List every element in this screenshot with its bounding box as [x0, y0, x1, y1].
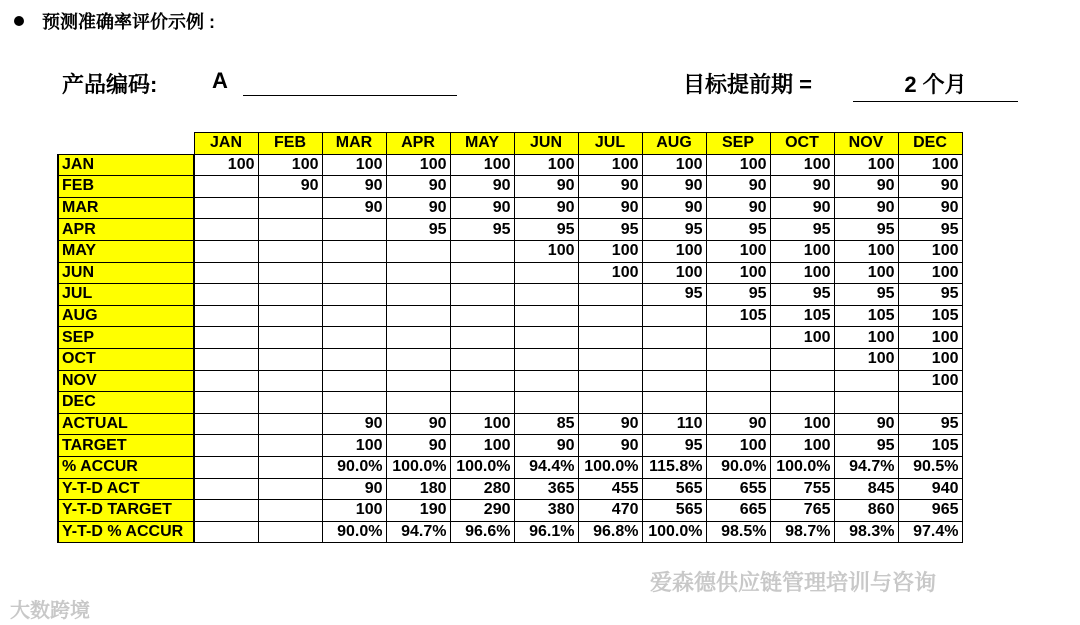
table-cell [386, 327, 450, 349]
product-code-value: A [212, 68, 228, 93]
table-cell: 90 [898, 176, 962, 198]
column-header: DEC [898, 133, 962, 155]
table-cell: 655 [706, 478, 770, 500]
table-cell [322, 370, 386, 392]
table-cell [322, 284, 386, 306]
table-row [58, 219, 962, 241]
table-cell [514, 370, 578, 392]
table-cell: 100 [898, 240, 962, 262]
table-cell: 280 [450, 478, 514, 500]
table-cell: 100.0% [578, 456, 642, 478]
table-cell: 100 [258, 154, 322, 176]
table-cell [194, 521, 258, 543]
row-header: TARGET [58, 435, 194, 457]
table-cell: 100.0% [450, 456, 514, 478]
column-header: SEP [706, 133, 770, 155]
table-cell: 755 [770, 478, 834, 500]
table-cell: 845 [834, 478, 898, 500]
table-cell: 100 [578, 262, 642, 284]
table-cell [770, 348, 834, 370]
table-cell: 290 [450, 500, 514, 522]
table-cell [450, 262, 514, 284]
table-cell: 90.0% [706, 456, 770, 478]
table-corner [58, 133, 194, 155]
table-cell: 90 [898, 197, 962, 219]
row-header: Y-T-D TARGET [58, 500, 194, 522]
table-cell: 100 [898, 348, 962, 370]
table-cell: 90 [322, 413, 386, 435]
table-cell: 95 [578, 219, 642, 241]
table-cell: 94.4% [514, 456, 578, 478]
table-cell [258, 435, 322, 457]
forecast-accuracy-table [57, 132, 963, 543]
table-cell: 95 [642, 284, 706, 306]
table-cell: 90 [834, 176, 898, 198]
table-cell: 100 [898, 327, 962, 349]
table-cell: 90 [834, 197, 898, 219]
table-cell: 90 [322, 478, 386, 500]
table-row [58, 154, 962, 176]
table-cell [578, 348, 642, 370]
table-cell [194, 305, 258, 327]
column-header: APR [386, 133, 450, 155]
table-cell: 90 [386, 413, 450, 435]
table-cell [450, 284, 514, 306]
column-header: MAR [322, 133, 386, 155]
table-row [58, 176, 962, 198]
table-cell: 365 [514, 478, 578, 500]
table-cell [386, 284, 450, 306]
product-code-underline [243, 95, 457, 96]
table-cell [258, 197, 322, 219]
table-cell [194, 197, 258, 219]
table-row [58, 305, 962, 327]
row-header: % ACCUR [58, 456, 194, 478]
table-cell [514, 348, 578, 370]
table-cell: 100 [898, 370, 962, 392]
table-cell [834, 370, 898, 392]
table-cell: 94.7% [834, 456, 898, 478]
table-cell: 100 [770, 262, 834, 284]
row-header: APR [58, 219, 194, 241]
table-cell: 100.0% [642, 521, 706, 543]
table-cell: 100 [578, 240, 642, 262]
table-cell [258, 305, 322, 327]
table-cell [386, 262, 450, 284]
table-cell [450, 392, 514, 414]
lead-time-label: 目标提前期 = [683, 72, 812, 97]
table-cell: 85 [514, 413, 578, 435]
table-cell [322, 262, 386, 284]
table-cell [450, 240, 514, 262]
table-cell: 90 [386, 197, 450, 219]
table-cell: 90 [514, 176, 578, 198]
table-row [58, 392, 962, 414]
table-cell [194, 413, 258, 435]
table-cell: 100 [194, 154, 258, 176]
table-cell: 90 [834, 413, 898, 435]
table-cell: 95 [450, 219, 514, 241]
table-cell: 100 [770, 240, 834, 262]
table-row [58, 413, 962, 435]
table-cell: 90.0% [322, 521, 386, 543]
table-cell: 90 [578, 413, 642, 435]
table-cell [194, 240, 258, 262]
heading-line [14, 8, 215, 34]
table-cell: 90 [322, 197, 386, 219]
table-cell: 470 [578, 500, 642, 522]
table-cell: 665 [706, 500, 770, 522]
table-cell: 95 [834, 219, 898, 241]
table-cell [642, 370, 706, 392]
table-cell: 95 [386, 219, 450, 241]
table-cell: 96.8% [578, 521, 642, 543]
row-header: AUG [58, 305, 194, 327]
table-cell: 100 [450, 154, 514, 176]
table-row [58, 521, 962, 543]
column-header: JAN [194, 133, 258, 155]
table-cell [386, 240, 450, 262]
table-cell: 180 [386, 478, 450, 500]
table-cell: 105 [898, 435, 962, 457]
table-cell: 90 [770, 197, 834, 219]
table-cell: 965 [898, 500, 962, 522]
table-cell [322, 219, 386, 241]
table-cell: 95 [898, 284, 962, 306]
table-cell: 90 [578, 435, 642, 457]
table-cell [642, 392, 706, 414]
row-header: NOV [58, 370, 194, 392]
table-cell [706, 392, 770, 414]
table-cell [706, 348, 770, 370]
table-cell: 90 [578, 176, 642, 198]
table-cell: 100 [322, 435, 386, 457]
table-cell: 105 [770, 305, 834, 327]
table-cell: 96.1% [514, 521, 578, 543]
table-row [58, 284, 962, 306]
table-cell [514, 327, 578, 349]
table-cell [322, 348, 386, 370]
row-header: JUL [58, 284, 194, 306]
table-cell: 765 [770, 500, 834, 522]
table-cell: 100 [642, 262, 706, 284]
table-cell [386, 370, 450, 392]
table-cell: 100 [770, 413, 834, 435]
table-cell: 110 [642, 413, 706, 435]
bullet-icon [14, 16, 24, 26]
table-cell [194, 284, 258, 306]
table-cell [514, 392, 578, 414]
table-cell: 100 [770, 154, 834, 176]
table-cell: 100 [706, 262, 770, 284]
row-header: JUN [58, 262, 194, 284]
table-cell: 940 [898, 478, 962, 500]
table-cell: 90 [770, 176, 834, 198]
table-cell: 380 [514, 500, 578, 522]
table-cell: 90 [514, 435, 578, 457]
table-cell [194, 348, 258, 370]
table-cell [258, 219, 322, 241]
row-header: JAN [58, 154, 194, 176]
table-cell [450, 370, 514, 392]
table-cell: 100 [834, 240, 898, 262]
table-cell [194, 456, 258, 478]
table-cell: 565 [642, 478, 706, 500]
table-cell: 90 [450, 197, 514, 219]
table-cell: 105 [898, 305, 962, 327]
table-cell: 100 [834, 262, 898, 284]
table-cell: 95 [642, 435, 706, 457]
table-cell [386, 348, 450, 370]
column-header: OCT [770, 133, 834, 155]
table-cell [514, 284, 578, 306]
table-cell [770, 392, 834, 414]
column-header: JUN [514, 133, 578, 155]
table-cell: 100 [770, 435, 834, 457]
table-cell: 100 [770, 327, 834, 349]
table-cell [194, 392, 258, 414]
table-cell: 190 [386, 500, 450, 522]
row-header: FEB [58, 176, 194, 198]
table-cell [258, 327, 322, 349]
table-cell: 105 [706, 305, 770, 327]
table-cell: 100.0% [386, 456, 450, 478]
table-cell [578, 284, 642, 306]
table-cell: 105 [834, 305, 898, 327]
table-cell [322, 305, 386, 327]
table-cell [578, 327, 642, 349]
table-cell [322, 327, 386, 349]
row-header: ACTUAL [58, 413, 194, 435]
table-cell: 100 [450, 435, 514, 457]
table-cell [194, 262, 258, 284]
table-row [58, 370, 962, 392]
table-cell: 90 [642, 176, 706, 198]
row-header: Y-T-D % ACCUR [58, 521, 194, 543]
table-cell: 97.4% [898, 521, 962, 543]
table-cell [258, 370, 322, 392]
table-cell [258, 521, 322, 543]
table-cell: 100 [514, 154, 578, 176]
table-cell: 90 [386, 435, 450, 457]
table-cell [898, 392, 962, 414]
table-cell [706, 370, 770, 392]
table-cell: 100 [642, 240, 706, 262]
table-cell: 90 [322, 176, 386, 198]
table-cell [194, 219, 258, 241]
table-cell [194, 478, 258, 500]
table-cell [194, 327, 258, 349]
table-cell: 95 [898, 413, 962, 435]
row-header: MAR [58, 197, 194, 219]
table-cell: 860 [834, 500, 898, 522]
table-row [58, 262, 962, 284]
table-cell [258, 500, 322, 522]
column-header: AUG [642, 133, 706, 155]
table-cell [450, 327, 514, 349]
table-cell [642, 348, 706, 370]
table-cell: 95 [706, 219, 770, 241]
row-header: Y-T-D ACT [58, 478, 194, 500]
table-cell: 95 [770, 284, 834, 306]
table-cell [578, 305, 642, 327]
table-row [58, 348, 962, 370]
table-cell [194, 176, 258, 198]
table-cell: 95 [514, 219, 578, 241]
table-cell: 98.5% [706, 521, 770, 543]
table-cell: 100 [642, 154, 706, 176]
table-cell: 90.0% [322, 456, 386, 478]
table-cell [258, 392, 322, 414]
table-cell: 100 [322, 154, 386, 176]
table-cell: 90 [258, 176, 322, 198]
table-cell [514, 305, 578, 327]
table-cell [450, 348, 514, 370]
table-cell [514, 262, 578, 284]
table-cell: 95 [642, 219, 706, 241]
table-row [58, 435, 962, 457]
table-cell: 100 [514, 240, 578, 262]
column-header: NOV [834, 133, 898, 155]
table-cell [258, 284, 322, 306]
table-cell [258, 413, 322, 435]
table-cell [386, 392, 450, 414]
table-row [58, 197, 962, 219]
table-cell: 98.3% [834, 521, 898, 543]
table-cell [834, 392, 898, 414]
table-cell [578, 392, 642, 414]
page-heading: 预测准确率评价示例 : [42, 12, 215, 32]
table-cell: 100 [386, 154, 450, 176]
table-cell: 90 [450, 176, 514, 198]
table-cell [642, 327, 706, 349]
table-cell [258, 456, 322, 478]
table-cell: 90 [578, 197, 642, 219]
table-cell: 96.6% [450, 521, 514, 543]
table-cell [322, 392, 386, 414]
table-cell: 90.5% [898, 456, 962, 478]
column-header: JUL [578, 133, 642, 155]
table-row [58, 456, 962, 478]
table-cell: 90 [386, 176, 450, 198]
table-cell: 95 [898, 219, 962, 241]
table-cell: 115.8% [642, 456, 706, 478]
table-cell: 100 [898, 262, 962, 284]
table-cell [258, 348, 322, 370]
table-row [58, 500, 962, 522]
table-cell [194, 500, 258, 522]
table-cell [450, 305, 514, 327]
table-cell: 95 [834, 284, 898, 306]
table-cell: 100 [578, 154, 642, 176]
table-cell [706, 327, 770, 349]
table-cell: 100 [834, 348, 898, 370]
table-cell: 90 [706, 176, 770, 198]
table-cell: 94.7% [386, 521, 450, 543]
table-cell [578, 370, 642, 392]
table-cell: 100 [706, 435, 770, 457]
table-cell: 100 [834, 327, 898, 349]
column-header: FEB [258, 133, 322, 155]
row-header: SEP [58, 327, 194, 349]
table-cell: 95 [706, 284, 770, 306]
table-cell: 90 [514, 197, 578, 219]
table-cell [770, 370, 834, 392]
table-cell [386, 305, 450, 327]
table-cell: 90 [642, 197, 706, 219]
lead-time-value: 2 个月 [853, 68, 1018, 102]
table-row [58, 327, 962, 349]
table-cell [322, 240, 386, 262]
table-cell: 455 [578, 478, 642, 500]
product-code-label: 产品编码: [62, 72, 158, 97]
table-cell: 100 [322, 500, 386, 522]
table-cell: 100 [834, 154, 898, 176]
table-cell [258, 478, 322, 500]
watermark-consulting: 爱森德供应链管理培训与咨询 [650, 570, 937, 595]
row-header: OCT [58, 348, 194, 370]
table-cell: 98.7% [770, 521, 834, 543]
watermark-source: 大数跨境 [10, 600, 90, 622]
table-cell: 100 [450, 413, 514, 435]
table-cell: 95 [770, 219, 834, 241]
table-cell: 565 [642, 500, 706, 522]
row-header: MAY [58, 240, 194, 262]
table-cell: 100 [706, 154, 770, 176]
table-row [58, 240, 962, 262]
table-cell [258, 240, 322, 262]
table-cell: 100 [706, 240, 770, 262]
table-cell: 90 [706, 413, 770, 435]
table-cell [642, 305, 706, 327]
table-cell: 100 [898, 154, 962, 176]
table-cell [258, 262, 322, 284]
table-row [58, 478, 962, 500]
table-cell [194, 435, 258, 457]
table-cell: 90 [706, 197, 770, 219]
row-header: DEC [58, 392, 194, 414]
table-cell [194, 370, 258, 392]
table-cell: 95 [834, 435, 898, 457]
table-header-row [58, 133, 962, 155]
column-header: MAY [450, 133, 514, 155]
table-cell: 100.0% [770, 456, 834, 478]
